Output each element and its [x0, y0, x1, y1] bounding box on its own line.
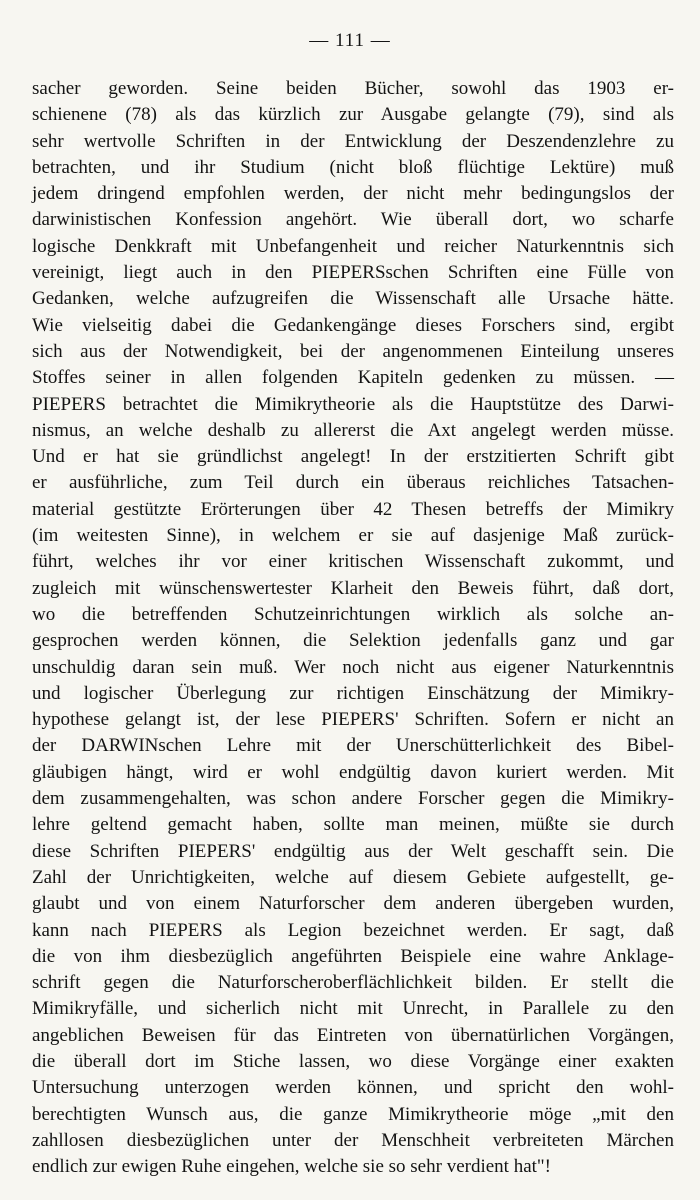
text-line: Und er hat sie gründlichst angelegt! In der erstzitierten Schrift gibt: [32, 446, 674, 468]
text-line: logische Denkkraft mit Unbefangenheit und reicher Naturkenntnis sich: [32, 235, 674, 257]
text-line: er ausführliche, zum Teil durch ein überaus reichliches Tatsachen-: [32, 472, 674, 494]
body-text: [32, 76, 674, 1180]
text-line: sich aus der Notwendigkeit, bei der angenommenen Einteilung unseres: [32, 340, 674, 362]
text-line: hypothese gelangt ist, der lese PIEPERS' Schriften. Sofern er nicht an: [32, 709, 674, 731]
text-line: endlich zur ewigen Ruhe eingehen, welche sie so sehr verdient hat"!: [32, 1156, 551, 1178]
text-line: der DARWINschen Lehre mit der Unerschütterlichkeit des Bibel-: [32, 735, 674, 757]
text-line: Stoffes seiner in allen folgenden Kapiteln gedenken zu müssen. —: [32, 367, 674, 389]
text-line: zugleich mit wünschenswertester Klarheit den Beweis führt, daß dort,: [32, 577, 674, 599]
page-number: — 111 —: [309, 30, 391, 51]
text-line: betrachten, und ihr Studium (nicht bloß flüchtige Lektüre) muß: [32, 156, 674, 178]
text-line: wo die betreffenden Schutzeinrichtungen wirklich als solche an-: [32, 603, 674, 625]
text-line: darwinistischen Konfession angehört. Wie überall dort, wo scharfe: [32, 209, 674, 231]
text-line: dem zusammengehalten, was schon andere Forscher gegen die Mimikry-: [32, 788, 674, 810]
text-line: Mimikryfälle, und sicherlich nicht mit Unrecht, in Parallele zu den: [32, 998, 674, 1020]
text-line: zahllosen diesbezüglichen unter der Menschheit verbreiteten Märchen: [32, 1129, 674, 1151]
text-line: und logischer Überlegung zur richtigen Einschätzung der Mimikry-: [32, 682, 674, 704]
text-line: gläubigen hängt, wird er wohl endgültig davon kuriert werden. Mit: [32, 761, 674, 783]
text-line: diese Schriften PIEPERS' endgültig aus der Welt geschafft sein. Die: [32, 840, 674, 862]
text-line: unschuldig daran sein muß. Wer noch nicht aus eigener Naturkenntnis: [32, 656, 674, 678]
text-line: schrift gegen die Naturforscheroberflächlichkeit bilden. Er stellt die: [32, 972, 674, 994]
text-line: PIEPERS betrachtet die Mimikrytheorie als die Hauptstütze des Darwi-: [32, 393, 674, 415]
text-line: Untersuchung unterzogen werden können, und spricht den wohl-: [32, 1077, 674, 1099]
text-line: Gedanken, welche aufzugreifen die Wissenschaft alle Ursache hätte.: [32, 288, 674, 310]
text-line: material gestützte Erörterungen über 42 Thesen betreffs der Mimikry: [32, 498, 674, 520]
text-line: gesprochen werden können, die Selektion jedenfalls ganz und gar: [32, 630, 674, 652]
text-line: führt, welches ihr vor einer kritischen Wissenschaft zukommt, und: [32, 551, 674, 573]
text-line: sacher geworden. Seine beiden Bücher, sowohl das 1903 er-: [32, 78, 674, 99]
text-line: jedem dringend empfohlen werden, der nicht mehr bedingungslos der: [32, 183, 674, 205]
text-line: angeblichen Beweisen für das Eintreten von übernatürlichen Vorgängen,: [32, 1024, 674, 1046]
text-line: lehre geltend gemacht haben, sollte man meinen, müßte sie durch: [32, 814, 674, 836]
text-line: nismus, an welche deshalb zu allererst die Axt angelegt werden müsse.: [32, 419, 674, 441]
text-line: schienene (78) als das kürzlich zur Ausgabe gelangte (79), sind als: [32, 104, 674, 126]
text-line: Zahl der Unrichtigkeiten, welche auf diesem Gebiete aufgestellt, ge-: [32, 866, 674, 888]
text-line: glaubt und von einem Naturforscher dem anderen übergeben wurden,: [32, 893, 674, 915]
text-line: kann nach PIEPERS als Legion bezeichnet werden. Er sagt, daß: [32, 919, 674, 941]
text-line: vereinigt, liegt auch in den PIEPERSschen Schriften eine Fülle von: [32, 262, 674, 284]
text-line: berechtigten Wunsch aus, die ganze Mimikrytheorie möge „mit den: [32, 1103, 674, 1125]
text-line: die überall dort im Stiche lassen, wo diese Vorgänge einer exakten: [32, 1050, 674, 1072]
text-line: Wie vielseitig dabei die Gedankengänge dieses Forschers sind, ergibt: [32, 314, 674, 336]
text-line: die von ihm diesbezüglich angeführten Beispiele eine wahre Anklage-: [32, 945, 674, 967]
text-line: sehr wertvolle Schriften in der Entwicklung der Deszendenzlehre zu: [32, 130, 674, 152]
text-line: (im weitesten Sinne), in welchem er sie auf dasjenige Maß zurück-: [32, 525, 674, 547]
